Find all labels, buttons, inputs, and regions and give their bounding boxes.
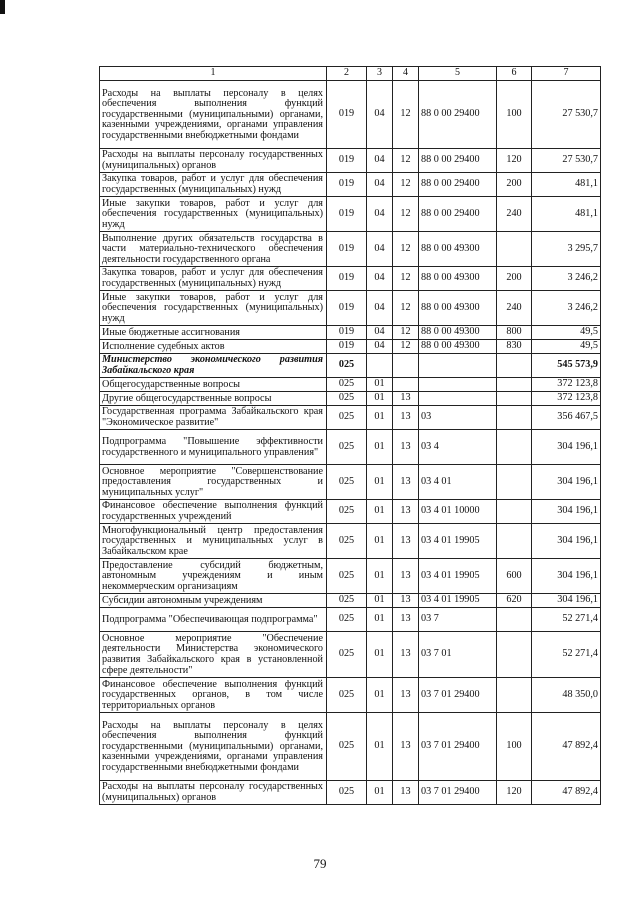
table-row <box>100 465 601 500</box>
table-row <box>100 781 601 805</box>
table-header-row <box>100 67 601 81</box>
cell-section: 01 <box>367 465 393 500</box>
cell-target-article: 88 0 00 29400 <box>419 197 497 232</box>
cell-subsection: 13 <box>393 594 419 608</box>
cell-expense-type <box>497 500 532 524</box>
cell-subsection <box>393 378 419 392</box>
cell-ministry-code: 025 <box>327 678 367 713</box>
cell-target-article: 03 4 01 19905 <box>419 559 497 594</box>
cell-subsection: 12 <box>393 173 419 197</box>
cell-section: 01 <box>367 781 393 805</box>
cell-target-article: 03 <box>419 406 497 430</box>
cell-amount: 481,1 <box>532 173 601 197</box>
cell-expense-type <box>497 632 532 678</box>
cell-target-article: 88 0 00 49300 <box>419 340 497 354</box>
cell-target-article: 03 4 01 <box>419 465 497 500</box>
cell-subsection: 12 <box>393 197 419 232</box>
table-row <box>100 406 601 430</box>
cell-section: 01 <box>367 378 393 392</box>
cell-amount: 304 196,1 <box>532 465 601 500</box>
table-row <box>100 340 601 354</box>
cell-section: 04 <box>367 173 393 197</box>
cell-ministry-code: 025 <box>327 465 367 500</box>
cell-target-article: 88 0 00 29400 <box>419 81 497 149</box>
cell-amount: 47 892,4 <box>532 713 601 781</box>
cell-name: Иные закупки товаров, работ и услуг для обеспечения государственных (муниципальных) нужд <box>100 291 327 326</box>
cell-amount: 3 246,2 <box>532 267 601 291</box>
cell-name: Расходы на выплаты персоналу в целях обеспечения выполнения функций государственными (муниципальными) органами, казенными учреждениями, органами управления государственными внебюджетными фондами <box>100 713 327 781</box>
table-row <box>100 173 601 197</box>
cell-expense-type: 620 <box>497 594 532 608</box>
cell-target-article: 88 0 00 49300 <box>419 267 497 291</box>
cell-section: 01 <box>367 406 393 430</box>
cell-ministry-code: 025 <box>327 713 367 781</box>
cell-ministry-code: 019 <box>327 173 367 197</box>
header-cell: 7 <box>532 67 601 81</box>
cell-amount: 304 196,1 <box>532 559 601 594</box>
cell-subsection: 13 <box>393 392 419 406</box>
cell-ministry-code: 019 <box>327 81 367 149</box>
cell-section: 01 <box>367 713 393 781</box>
cell-expense-type <box>497 406 532 430</box>
table-row <box>100 354 601 378</box>
table-row <box>100 430 601 465</box>
cell-section: 04 <box>367 267 393 291</box>
cell-expense-type: 120 <box>497 781 532 805</box>
cell-ministry-code: 025 <box>327 608 367 632</box>
cell-expense-type: 240 <box>497 197 532 232</box>
table-row <box>100 81 601 149</box>
cell-name: Общегосударственные вопросы <box>100 378 327 392</box>
cell-name: Предоставление субсидий бюджетным, автономным учреждениям и иным некоммерческим организациям <box>100 559 327 594</box>
cell-target-article: 88 0 00 29400 <box>419 149 497 173</box>
cell-expense-type <box>497 524 532 559</box>
cell-ministry-code: 025 <box>327 559 367 594</box>
cell-name: Расходы на выплаты персоналу в целях обеспечения выполнения функций государственными (муниципальными) органами, казенными учреждениями, органами управления государственными внебюджетными фондами <box>100 81 327 149</box>
cell-subsection: 13 <box>393 559 419 594</box>
table-row <box>100 392 601 406</box>
cell-amount: 356 467,5 <box>532 406 601 430</box>
cell-subsection: 13 <box>393 465 419 500</box>
cell-ministry-code: 025 <box>327 524 367 559</box>
cell-amount: 48 350,0 <box>532 678 601 713</box>
cell-target-article: 88 0 00 29400 <box>419 173 497 197</box>
cell-subsection: 13 <box>393 500 419 524</box>
cell-ministry-code: 019 <box>327 232 367 267</box>
cell-ministry-code: 025 <box>327 354 367 378</box>
cell-section: 01 <box>367 632 393 678</box>
header-cell: 6 <box>497 67 532 81</box>
table-row <box>100 678 601 713</box>
cell-subsection: 12 <box>393 267 419 291</box>
budget-table <box>99 66 601 805</box>
table-row <box>100 500 601 524</box>
cell-section: 01 <box>367 608 393 632</box>
cell-amount: 27 530,7 <box>532 81 601 149</box>
cell-expense-type: 830 <box>497 340 532 354</box>
table-row <box>100 197 601 232</box>
cell-amount: 52 271,4 <box>532 608 601 632</box>
cell-expense-type <box>497 354 532 378</box>
table-row <box>100 149 601 173</box>
cell-name: Закупка товаров, работ и услуг для обеспечения государственных (муниципальных) нужд <box>100 267 327 291</box>
page-number: 79 <box>313 856 327 871</box>
table-row <box>100 291 601 326</box>
header-cell: 5 <box>419 67 497 81</box>
cell-expense-type: 600 <box>497 559 532 594</box>
cell-section: 04 <box>367 291 393 326</box>
cell-expense-type <box>497 465 532 500</box>
cell-ministry-code: 019 <box>327 197 367 232</box>
cell-section: 01 <box>367 430 393 465</box>
cell-section: 01 <box>367 678 393 713</box>
cell-section: 04 <box>367 326 393 340</box>
cell-expense-type: 120 <box>497 149 532 173</box>
cell-name: Исполнение судебных актов <box>100 340 327 354</box>
cell-name: Основное мероприятие "Совершенствование предоставления государственных и муниципальных услуг" <box>100 465 327 500</box>
cell-section: 04 <box>367 232 393 267</box>
cell-amount: 52 271,4 <box>532 632 601 678</box>
table-row <box>100 559 601 594</box>
cell-ministry-code: 025 <box>327 632 367 678</box>
header-cell: 2 <box>327 67 367 81</box>
cell-ministry-code: 025 <box>327 406 367 430</box>
cell-name: Подпрограмма "Обеспечивающая подпрограмма" <box>100 608 327 632</box>
cell-expense-type: 200 <box>497 173 532 197</box>
cell-expense-type: 200 <box>497 267 532 291</box>
cell-name: Подпрограмма "Повышение эффективности государственного и муниципального управления" <box>100 430 327 465</box>
cell-section: 01 <box>367 594 393 608</box>
table-row <box>100 632 601 678</box>
cell-expense-type: 100 <box>497 81 532 149</box>
cell-subsection: 13 <box>393 406 419 430</box>
cell-target-article <box>419 392 497 406</box>
cell-target-article: 03 7 01 29400 <box>419 713 497 781</box>
cell-subsection: 13 <box>393 632 419 678</box>
cell-section: 01 <box>367 559 393 594</box>
cell-target-article <box>419 378 497 392</box>
cell-ministry-code: 025 <box>327 594 367 608</box>
cell-amount: 304 196,1 <box>532 500 601 524</box>
cell-target-article: 03 7 <box>419 608 497 632</box>
cell-target-article: 03 4 01 19905 <box>419 594 497 608</box>
cell-expense-type <box>497 430 532 465</box>
cell-subsection: 12 <box>393 232 419 267</box>
cell-name: Иные бюджетные ассигнования <box>100 326 327 340</box>
cell-name: Многофункциональный центр предоставления государственных и муниципальных услуг в Забайкальском крае <box>100 524 327 559</box>
cell-name: Финансовое обеспечение выполнения функций государственных учреждений <box>100 500 327 524</box>
cell-amount: 3 246,2 <box>532 291 601 326</box>
cell-target-article: 03 7 01 29400 <box>419 781 497 805</box>
cell-subsection: 13 <box>393 781 419 805</box>
table-row <box>100 326 601 340</box>
cell-ministry-code: 019 <box>327 267 367 291</box>
cell-name: Другие общегосударственные вопросы <box>100 392 327 406</box>
cell-amount: 372 123,8 <box>532 378 601 392</box>
cell-ministry-code: 025 <box>327 500 367 524</box>
cell-name: Субсидии автономным учреждениям <box>100 594 327 608</box>
cell-expense-type <box>497 678 532 713</box>
cell-expense-type: 800 <box>497 326 532 340</box>
cell-subsection: 12 <box>393 340 419 354</box>
cell-section: 01 <box>367 524 393 559</box>
cell-subsection: 13 <box>393 524 419 559</box>
cell-name: Закупка товаров, работ и услуг для обеспечения государственных (муниципальных) нужд <box>100 173 327 197</box>
cell-target-article: 03 4 01 19905 <box>419 524 497 559</box>
cell-target-article: 88 0 00 49300 <box>419 291 497 326</box>
cell-amount: 304 196,1 <box>532 430 601 465</box>
cell-name: Расходы на выплаты персоналу государственных (муниципальных) органов <box>100 781 327 805</box>
cell-subsection: 12 <box>393 326 419 340</box>
cell-amount: 47 892,4 <box>532 781 601 805</box>
cell-name: Расходы на выплаты персоналу государственных (муниципальных) органов <box>100 149 327 173</box>
cell-name: Выполнение других обязательств государства в части материально-технического обеспечения деятельности государственного органа <box>100 232 327 267</box>
cell-target-article: 03 7 01 <box>419 632 497 678</box>
table-row <box>100 232 601 267</box>
cell-subsection <box>393 354 419 378</box>
cell-name: Министерство экономического развития Забайкальского края <box>100 354 327 378</box>
cell-ministry-code: 025 <box>327 430 367 465</box>
cell-ministry-code: 025 <box>327 781 367 805</box>
cell-expense-type: 240 <box>497 291 532 326</box>
cell-expense-type <box>497 232 532 267</box>
cell-expense-type <box>497 392 532 406</box>
cell-amount: 304 196,1 <box>532 594 601 608</box>
cell-section: 01 <box>367 392 393 406</box>
cell-section: 01 <box>367 500 393 524</box>
cell-amount: 481,1 <box>532 197 601 232</box>
cell-target-article: 03 7 01 29400 <box>419 678 497 713</box>
cell-expense-type <box>497 378 532 392</box>
cell-name: Государственная программа Забайкальского края "Экономическое развитие" <box>100 406 327 430</box>
cell-subsection: 13 <box>393 713 419 781</box>
cell-amount: 27 530,7 <box>532 149 601 173</box>
cell-expense-type: 100 <box>497 713 532 781</box>
cell-subsection: 12 <box>393 81 419 149</box>
cell-section: 04 <box>367 149 393 173</box>
cell-target-article: 03 4 <box>419 430 497 465</box>
table-row <box>100 594 601 608</box>
cell-section <box>367 354 393 378</box>
cell-section: 04 <box>367 197 393 232</box>
cell-section: 04 <box>367 340 393 354</box>
cell-amount: 49,5 <box>532 326 601 340</box>
cell-ministry-code: 019 <box>327 326 367 340</box>
scan-corner-mark <box>0 0 5 14</box>
cell-section: 04 <box>367 81 393 149</box>
cell-amount: 372 123,8 <box>532 392 601 406</box>
cell-target-article: 88 0 00 49300 <box>419 326 497 340</box>
cell-amount: 304 196,1 <box>532 524 601 559</box>
cell-name: Основное мероприятие "Обеспечение деятельности Министерства экономического развития Забайкальского края в установленной сфере деятельности" <box>100 632 327 678</box>
table-row <box>100 713 601 781</box>
cell-expense-type <box>497 608 532 632</box>
cell-ministry-code: 019 <box>327 149 367 173</box>
cell-subsection: 12 <box>393 291 419 326</box>
cell-name: Финансовое обеспечение выполнения функций государственных органов, в том числе территориальных органов <box>100 678 327 713</box>
cell-ministry-code: 025 <box>327 378 367 392</box>
cell-amount: 49,5 <box>532 340 601 354</box>
cell-target-article <box>419 354 497 378</box>
cell-target-article: 88 0 00 49300 <box>419 232 497 267</box>
cell-name: Иные закупки товаров, работ и услуг для обеспечения государственных (муниципальных) нужд <box>100 197 327 232</box>
cell-ministry-code: 019 <box>327 340 367 354</box>
table-row <box>100 608 601 632</box>
header-cell: 1 <box>100 67 327 81</box>
cell-subsection: 13 <box>393 608 419 632</box>
cell-ministry-code: 025 <box>327 392 367 406</box>
cell-ministry-code: 019 <box>327 291 367 326</box>
header-cell: 4 <box>393 67 419 81</box>
cell-target-article: 03 4 01 10000 <box>419 500 497 524</box>
cell-subsection: 12 <box>393 149 419 173</box>
cell-amount: 3 295,7 <box>532 232 601 267</box>
table-row <box>100 524 601 559</box>
cell-subsection: 13 <box>393 678 419 713</box>
table-row <box>100 378 601 392</box>
cell-subsection: 13 <box>393 430 419 465</box>
table-row <box>100 267 601 291</box>
header-cell: 3 <box>367 67 393 81</box>
cell-amount: 545 573,9 <box>532 354 601 378</box>
